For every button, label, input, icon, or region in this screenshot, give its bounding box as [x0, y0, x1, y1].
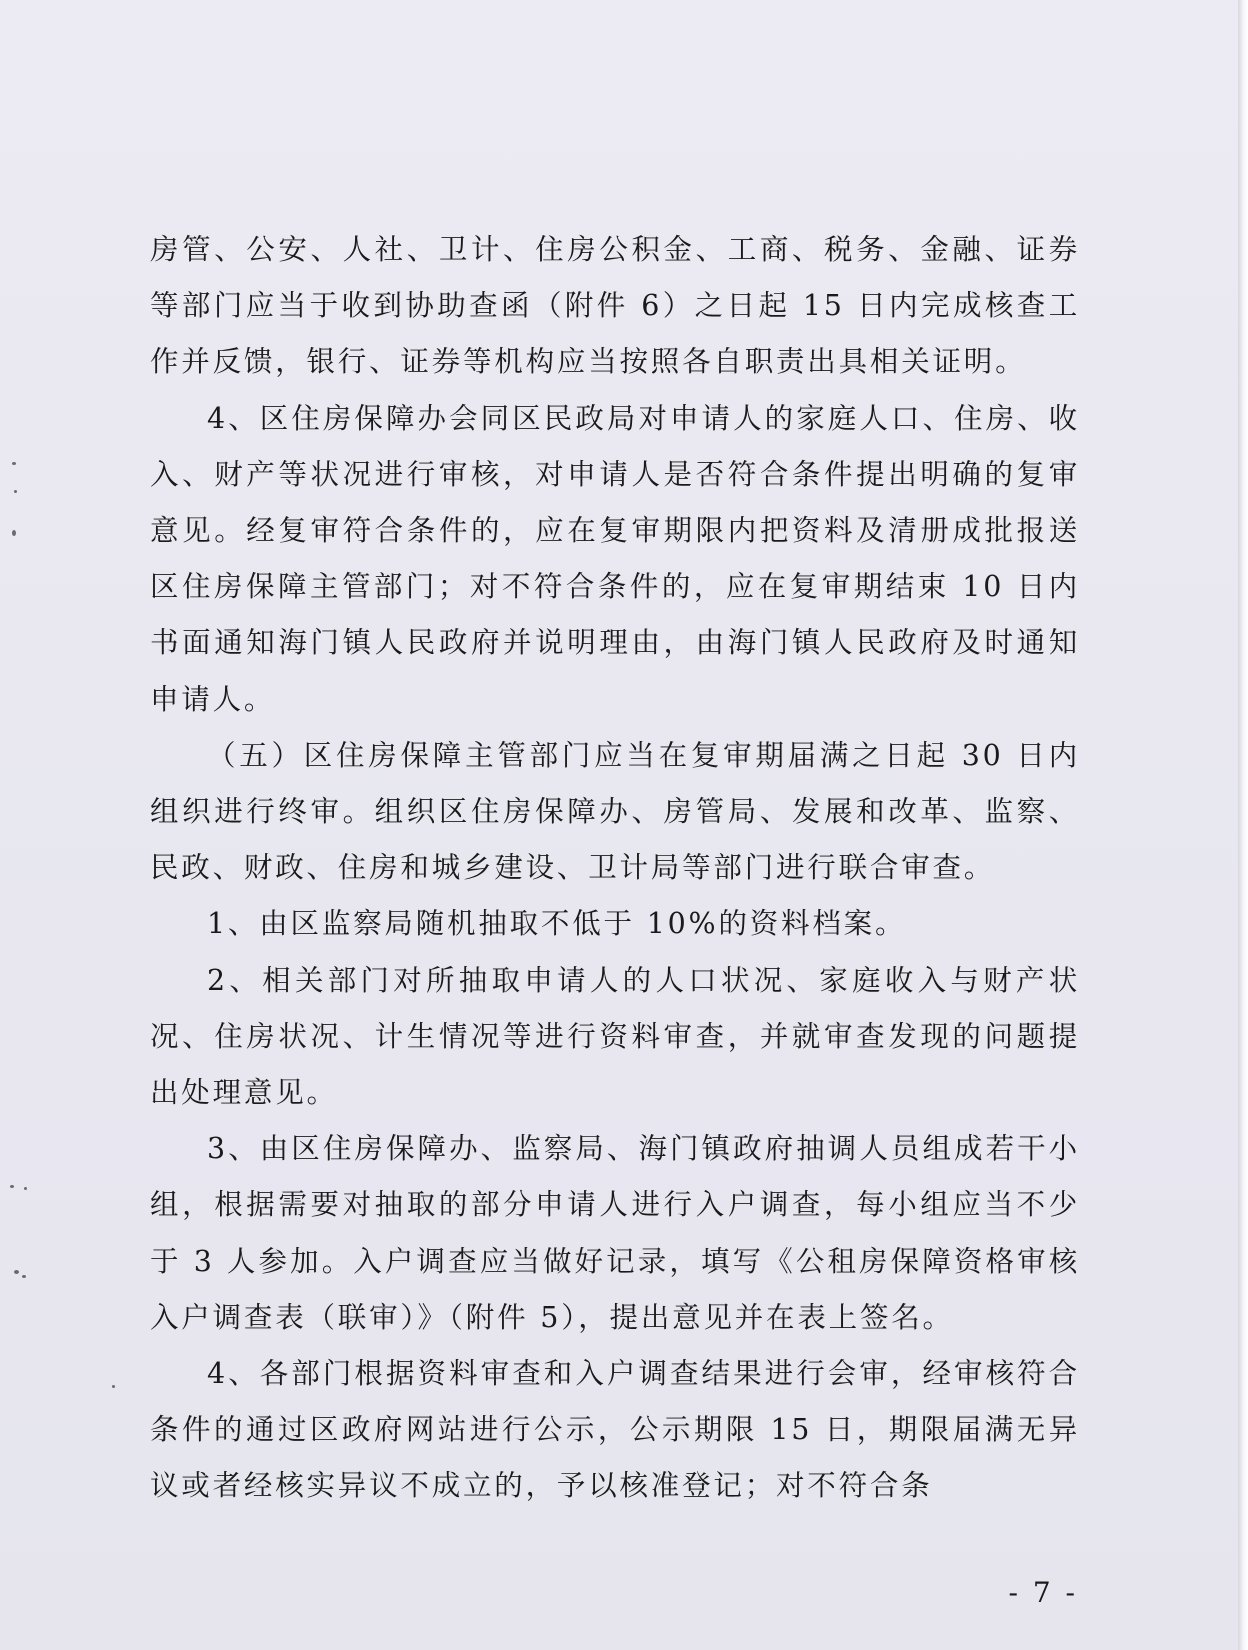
scan-speck	[14, 490, 17, 493]
paragraph-1: 房管、公安、人社、卫计、住房公积金、工商、税务、金融、证券等部门应当于收到协助查函（附件 6）之日起 15 日内完成核查工作并反馈，银行、证券等机构应当按照各自职责出具相关证明。	[150, 233, 1080, 379]
scan-speck	[10, 1185, 14, 1188]
document-body	[150, 222, 1080, 1515]
page-number: - 7 -	[1008, 1576, 1078, 1609]
scan-speck	[12, 530, 16, 536]
scan-edge	[1238, 0, 1248, 1650]
paragraph-7: 4、各部门根据资料审查和入户调查结果进行会审，经审核符合条件的通过区政府网站进行公示，公示期限 15 日，期限届满无异议或者经核实异议不成立的，予以核准登记；对不符合条	[150, 1357, 1080, 1503]
scan-speck	[14, 1270, 19, 1274]
paragraph-6: 3、由区住房保障办、监察局、海门镇政府抽调人员组成若干小组，根据需要对抽取的部分申请人进行入户调查，每小组应当不少于 3 人参加。入户调查应当做好记录，填写《公租房保障资格审核入户调查表（联审）》（附件 5），提出意见并在表上签名。	[150, 1132, 1080, 1334]
scan-speck	[112, 1385, 115, 1388]
scan-speck	[24, 1187, 27, 1190]
scan-speck	[12, 462, 16, 465]
paragraph-4: 1、由区监察局随机抽取不低于 10%的资料档案。	[207, 907, 907, 941]
paragraph-3: （五）区住房保障主管部门应当在复审期届满之日起 30 日内组织进行终审。组织区住房保障办、房管局、发展和改革、监察、民政、财政、住房和城乡建设、卫计局等部门进行联合审查。	[150, 738, 1080, 885]
paragraph-5: 2、相关部门对所抽取申请人的人口状况、家庭收入与财产状况、住房状况、计生情况等进行资料审查，并就审查发现的问题提出处理意见。	[150, 963, 1080, 1110]
paragraph-2: 4、区住房保障办会同区民政局对申请人的家庭人口、住房、收入、财产等状况进行审核，对申请人是否符合条件提出明确的复审意见。经复审符合条件的，应在复审期限内把资料及清册成批报送区住房保障主管部门；对不符合条件的，应在复审期结束 10 日内书面通知海门镇人民政府并说明理由，由海门镇人民政府及时通知申请人。	[150, 401, 1080, 716]
scan-speck	[22, 1275, 26, 1278]
